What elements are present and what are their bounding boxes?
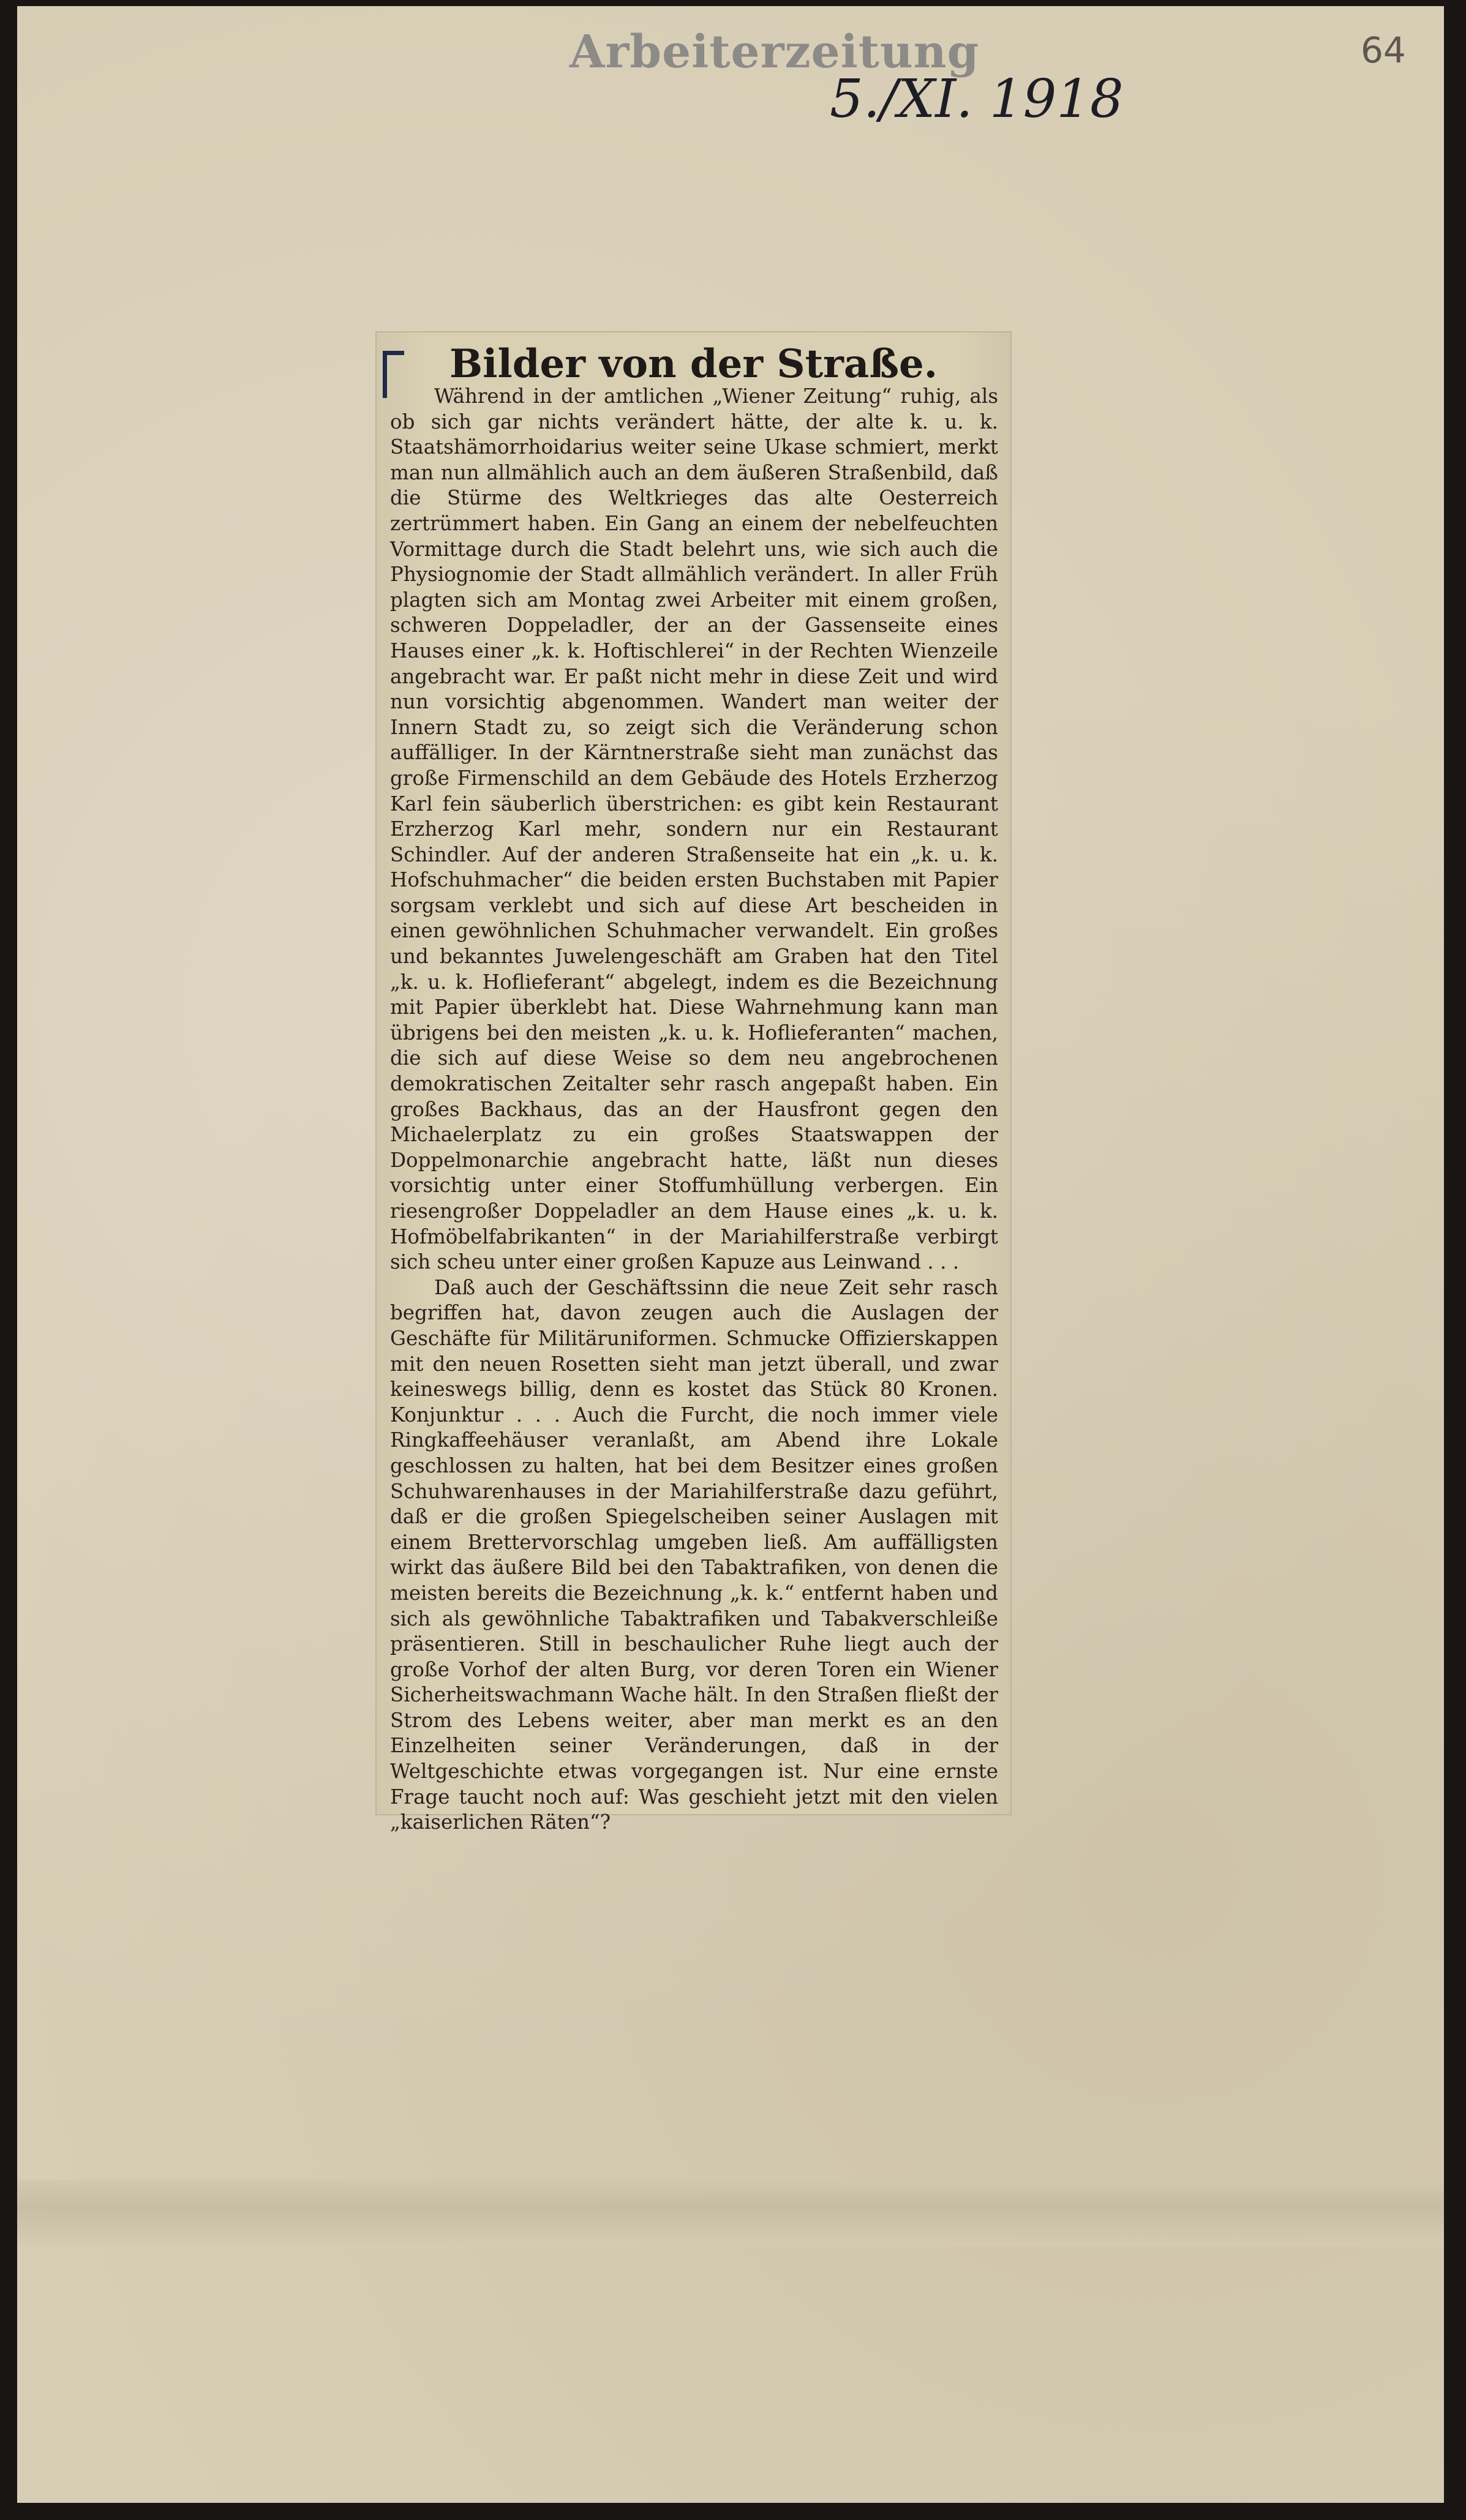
newspaper-clipping bbox=[377, 332, 1010, 1834]
article-body bbox=[390, 384, 998, 1834]
handwritten-date: 5./XI. 1918 bbox=[830, 69, 1124, 130]
newspaper-name-stamp: Arbeiterzeitung bbox=[569, 26, 980, 78]
article-headline: Bilder von der Straße. bbox=[449, 341, 938, 387]
article-paragraph: Während in der amtlichen „Wiener Zeitung“ ruhig, als ob sich gar nichts verändert hätte, der alte k. u. k. Staatshämorrhoidarius weiter seine Ukase schmiert, merkt man nun allmählich auch an dem äußeren Straßenbild, daß die Stürme des Weltkrieges das alte Oesterreich zertrümmert haben. Ein Gang an einem der nebelfeuchten Vormittage durch die Stadt belehrt uns, wie sich auch die Physiognomie der Stadt allmählich verändert. In aller Früh plagten sich am Montag zwei Arbeiter mit einem großen, schweren Doppeladler, der an der Gassenseite eines Hauses einer „k. k. Hoftischlerei“ in der Rechten Wienzeile angebracht war. Er paßt nicht mehr in diese Zeit und wird nun vorsichtig abgenommen. Wandert man weiter der Innern Stadt zu, so zeigt sich die Veränderung schon auffälliger. In der Kärntnerstraße sieht man zunächst das große Firmenschild an dem Gebäude des Hotels Erzherzog Karl fein säuberlich überstrichen: es gibt kein Restaurant Erzherzog Karl mehr, sondern nur ein Restaurant Schindler. Auf der anderen Straßenseite hat ein „k. u. k. Hofschuhmacher“ die beiden ersten Buchstaben mit Papier sorgsam verklebt und sich auf diese Art bescheiden in einen gewöhnlichen Schuhmacher verwandelt. Ein großes und bekanntes Juwelengeschäft am Graben hat den Titel „k. u. k. Hoflieferant“ abgelegt, indem es die Bezeichnung mit Papier überklebt hat. Diese Wahrnehmung kann man übrigens bei den meisten „k. u. k. Hoflieferanten“ machen, die sich auf diese Weise so dem neu angebrochenen demokratischen Zeitalter sehr rasch angepaßt haben. Ein großes Backhaus, das an der Hausfront gegen den Michaelerplatz zu ein großes Staatswappen der Doppelmonarchie angebracht hatte, läßt nun dieses vorsichtig unter einer Stoffumhüllung verbergen. Ein riesengroßer Doppeladler an dem Hause eines „k. u. k. Hofmöbelfabrikanten“ in der Mariahilferstraße verbirgt sich scheu unter einer großen Kapuze aus Leinwand . . . bbox=[390, 384, 998, 1274]
page-number: 64 bbox=[1361, 29, 1406, 71]
article-paragraph: Daß auch der Geschäftssinn die neue Zeit sehr rasch begriffen hat, davon zeugen auch die Auslagen der Geschäfte für Militäruniformen. Schmucke Offizierskappen mit den neuen Rosetten sieht man jetzt überall, und zwar keineswegs billig, denn es kostet das Stück 80 Kronen. Konjunktur . . . Auch die Furcht, die noch immer viele Ringkaffeehäuser veranlaßt, am Abend ihre Lokale geschlossen zu halten, hat bei dem Besitzer eines großen Schuhwarenhauses in der Mariahilferstraße dazu geführt, daß er die großen Spiegelscheiben seiner Auslagen mit einem Brettervorschlag umgeben ließ. Am auffälligsten wirkt das äußere Bild bei den Tabaktrafiken, von denen die meisten bereits die Bezeichnung „k. k.“ entfernt haben und sich als gewöhnliche Tabaktrafiken und Tabakverschleiße präsentieren. Still in beschaulicher Ruhe liegt auch der große Vorhof der alten Burg, vor deren Toren ein Wiener Sicherheitswachmann Wache hält. In den Straßen fließt der Strom des Lebens weiter, aber man merkt es an den Einzelheiten seiner Veränderungen, daß in der Weltgeschichte etwas vorgegangen ist. Nur eine ernste Frage taucht noch auf: Was geschieht jetzt mit den vielen „kaiserlichen Räten“? bbox=[390, 1275, 998, 1834]
paper-fold-shadow bbox=[17, 2180, 1444, 2247]
